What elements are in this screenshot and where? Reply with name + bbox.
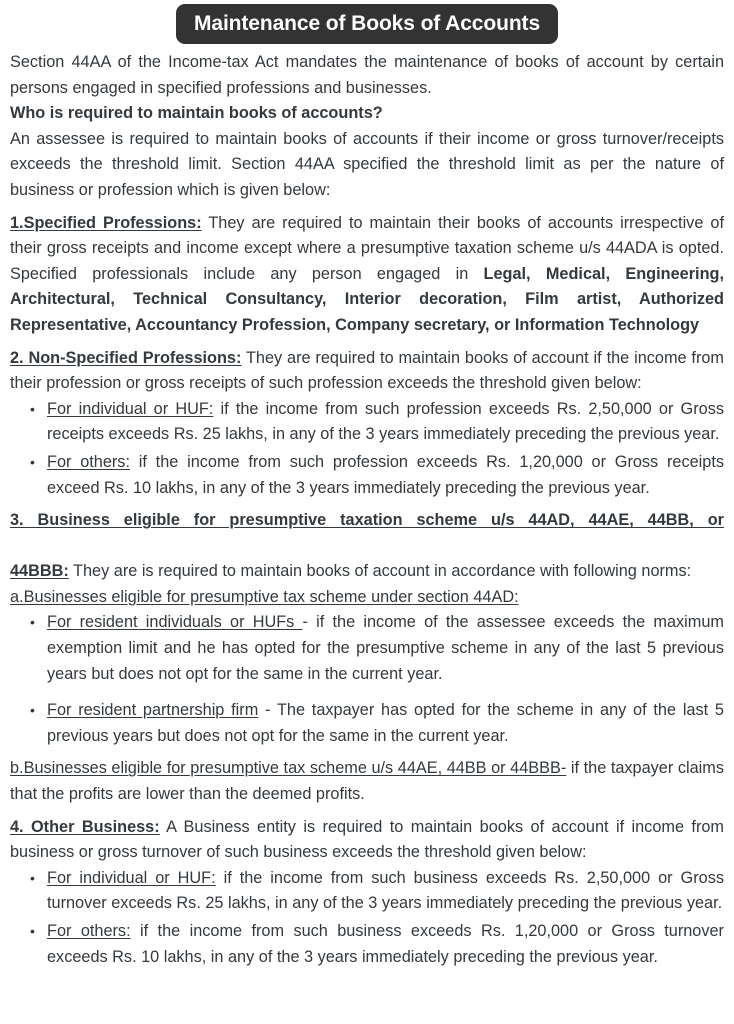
question-body: An assessee is required to maintain books of accounts if their income or gross turnover/receipts exceeds the threshold limit. Section 44AA specified the threshold limit as per the nature of business or profession which is given below:: [10, 129, 724, 199]
intro-paragraph: Section 44AA of the Income-tax Act mandates the maintenance of books of account by certain persons engaged in specified professions and businesses.: [10, 53, 724, 97]
list-item: [10, 397, 724, 448]
section-3a-heading: [10, 585, 724, 611]
section-3a-heading-text: a.Businesses eligible for presumptive tax scheme under section 44AD:: [10, 587, 519, 606]
bullet-text: if the income from such profession exceeds Rs. 2,50,000 or Gross receipts exceeds Rs. 25 lakhs, in any of the 3 years immediately preceding the previous year.: [47, 399, 724, 444]
title-container: [10, 0, 724, 50]
bullet-lead-in: For individual or HUF:: [47, 399, 214, 418]
section-3b-paragraph: [10, 756, 724, 807]
section-2-body: They are required to maintain books of account if the income from their profession or gross receipts of such profession exceeds the threshold given below:: [10, 348, 724, 393]
section-1-paragraph: [10, 211, 724, 339]
section-3-heading-line-2: 44BBB:: [10, 562, 69, 581]
bullet-lead-in: For resident partnership firm: [47, 701, 259, 720]
section-1-heading: 1.Specified Professions:: [10, 213, 202, 232]
section-3a-bullet-list: [10, 610, 724, 687]
section-3b-text: if the taxpayer claims that the profits are lower than the deemed profits.: [10, 759, 724, 804]
bullet-text: - The taxpayer has opted for the scheme in any of the last 5 previous years but does not opt for the same in the current year.: [47, 701, 724, 745]
bullet-lead-in: For others:: [47, 452, 130, 471]
section-2-heading: 2. Non-Specified Professions:: [10, 348, 242, 367]
bullet-text: if the income from such business exceeds Rs. 2,50,000 or Gross turnover exceeds Rs. 25 lakhs, in any of the 3 years immediately preceding the previous year.: [47, 868, 724, 913]
spacer: [10, 687, 724, 698]
spacer: [10, 501, 724, 508]
section-3a-bullet-list-2: [10, 698, 724, 749]
section-2-bullet-list: [10, 397, 724, 501]
spacer: [10, 339, 724, 346]
section-3-paragraph: [10, 508, 724, 585]
list-item: [10, 866, 724, 917]
spacer: [10, 808, 724, 815]
section-1-professions-list: Legal, Medical, Engineering, Architectural, Technical Consultancy, Interior decoration, Film artist, Authorized Representative, Accountancy Profession, Company secretary, or Information Technology: [10, 264, 724, 334]
bullet-text: if the income from such business exceeds Rs. 1,20,000 or Gross turnover exceeds Rs. 10 lakhs, in any of the 3 years immediately preceding the previous year.: [47, 922, 724, 966]
bullet-text: - if the income of the assessee exceeds the maximum exemption limit and he has opted for the presumptive scheme in any of the last 5 previous years but does not opt for the same in the current year.: [47, 613, 724, 683]
page-title: Maintenance of Books of Accounts: [176, 4, 558, 44]
section-3-heading-line-1: 3. Business eligible for presumptive taxation scheme u/s 44AD, 44AE, 44BB, or: [10, 511, 724, 530]
section-2-paragraph: [10, 346, 724, 397]
section-3b-heading: b.Businesses eligible for presumptive tax scheme u/s 44AE, 44BB or 44BBB-: [10, 759, 567, 778]
list-item: [10, 698, 724, 749]
bullet-lead-in: For resident individuals or HUFs: [47, 613, 303, 632]
section-4-body: A Business entity is required to maintain books of account if income from business or gross turnover of such business exceeds the threshold given below:: [10, 817, 724, 862]
section-4-bullet-list: [10, 866, 724, 970]
section-3-body: They are is required to maintain books of account in accordance with following norms:: [68, 562, 692, 581]
spacer: [10, 204, 724, 211]
bullet-text: if the income from such profession exceeds Rs. 1,20,000 or Gross receipts exceed Rs. 10 lakhs, in any of the 3 years immediately preceding the previous year.: [47, 452, 724, 497]
list-item: [10, 610, 724, 687]
section-4-paragraph: [10, 815, 724, 866]
list-item: [10, 450, 724, 501]
bullet-lead-in: For individual or HUF:: [47, 868, 216, 887]
list-item: [10, 919, 724, 970]
section-1-body: They are required to maintain their books of accounts irrespective of their gross receipts and income except where a presumptive taxation scheme u/s 44ADA is opted. Specified professionals include any person engaged in: [10, 213, 724, 283]
spacer: [10, 749, 724, 756]
bullet-lead-in: For others:: [47, 922, 131, 940]
question-heading: Who is required to maintain books of accounts?: [10, 104, 383, 123]
section-4-heading: 4. Other Business:: [10, 817, 160, 836]
